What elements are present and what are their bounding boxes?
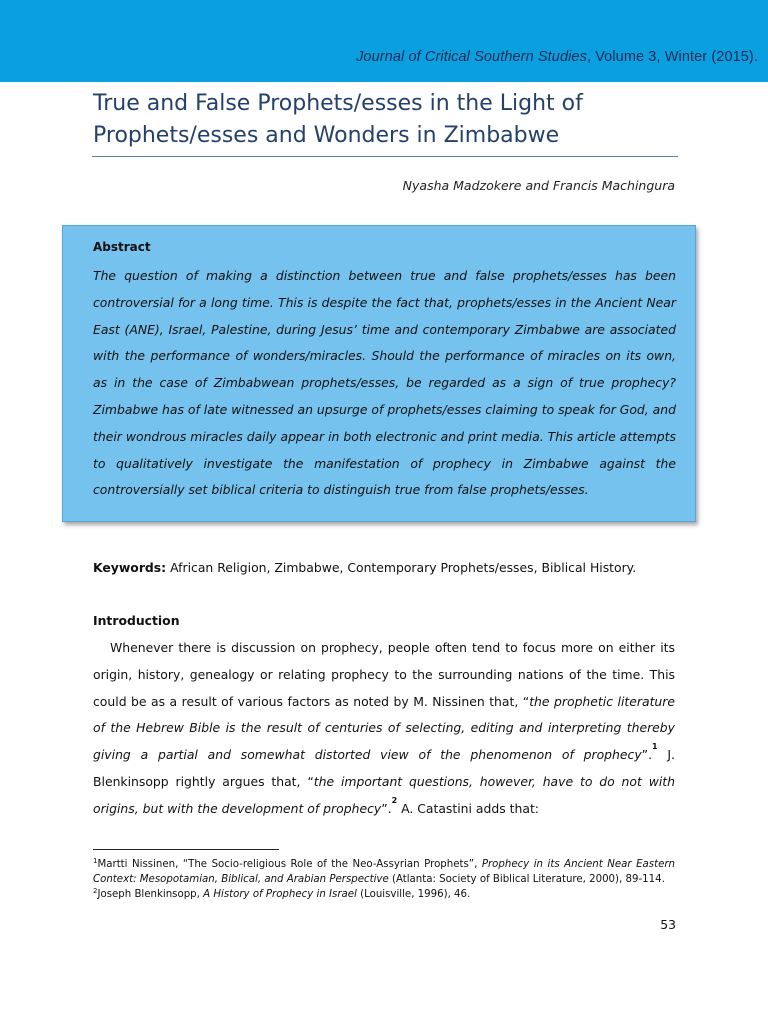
footnote-ref-1[interactable]: 1 (652, 742, 658, 752)
intro-text-1: Whenever there is discussion on prophecy, people often tend to focus more on either its origin, history, genealogy or relating prophecy to the surrounding nations of the time. This could be as a result of various factors as noted by M. Nissinen that, “ (93, 640, 675, 709)
footnote-1-text-a: Martti Nissinen, “The Socio-religious Role of the Neo-Assyrian Prophets”, (97, 859, 482, 870)
abstract-heading: Abstract (93, 240, 151, 254)
abstract-box (62, 225, 696, 522)
header-bar (0, 0, 768, 82)
abstract-text: The question of making a distinction between true and false prophets/esses has been controversial for a long time. This is despite the fact that, prophets/esses in the Ancient Near East (ANE), Israel, Palestine, during Jesus’ time and contemporary Zimbabwe are associated with the performance of wonders/miracles. Should the performance of miracles on its own, as in the case of Zimbabwean prophets/esses, be regarded as a sign of true prophecy? Zimbabwe has of late witnessed an upsurge of prophets/esses claiming to speak for God, and their wondrous miracles daily appear in both electronic and print media. This article attempts to qualitatively investigate the manifestation of prophecy in Zimbabwe against the controversially set biblical criteria to distinguish true from false prophets/esses. (93, 268, 676, 498)
footnote-1-number: 1 (93, 857, 98, 865)
journal-issue: , Volume 3, Winter (2015). (586, 49, 758, 65)
footnote-2-title: A History of Prophecy in Israel (203, 889, 357, 901)
footnote-2 (93, 887, 675, 902)
keywords-label: Keywords: (93, 560, 167, 575)
intro-quote-1: the prophetic literature of the Hebrew Bible is the result of centuries of selecting, editing and interpreting thereby giving a partial and somewhat distorted view of the phenomenon of prophecy (93, 693, 675, 763)
footnotes (93, 857, 675, 903)
page-number: 53 (660, 917, 676, 932)
keywords-line (93, 560, 693, 575)
title-divider (92, 156, 678, 157)
footnote-2-text-a: Joseph Blenkinsopp, (97, 889, 204, 901)
footnote-divider (93, 849, 279, 850)
journal-name: Journal of Critical Southern Studies (356, 49, 587, 65)
footnote-1 (93, 857, 675, 887)
article-authors: Nyasha Madzokere and Francis Machingura (402, 178, 675, 193)
footnote-2-number: 2 (93, 887, 98, 896)
footnote-1-title: Prophecy in its Ancient Near Eastern Context: Mesopotamian, Biblical, and Arabian Perspective (93, 859, 675, 886)
intro-text-3: J. Blenkinsopp rightly argues that, “ (93, 747, 675, 789)
section-heading-introduction: Introduction (93, 613, 180, 628)
keywords-text: African Religion, Zimbabwe, Contemporary Prophets/esses, Biblical History. (166, 560, 637, 575)
intro-quote-2: the important questions, however, have to do not with origins, but with the development of prophecy (93, 773, 675, 816)
footnote-2-text-b: (Louisville, 1996), 46. (356, 889, 471, 901)
intro-text-2: ”. (641, 747, 653, 763)
introduction-paragraph (93, 635, 675, 823)
journal-citation (356, 49, 758, 65)
intro-text-4: ”. (381, 800, 392, 816)
footnote-1-text-b: (Atlanta: Society of Biblical Literature, 2000), 89-114. (388, 874, 665, 886)
intro-text-5: A. Catastini adds that: (397, 800, 539, 816)
footnote-ref-2[interactable]: 2 (391, 795, 398, 805)
article-title: True and False Prophets/esses in the Light of Prophets/esses and Wonders in Zimbabwe (93, 91, 583, 148)
